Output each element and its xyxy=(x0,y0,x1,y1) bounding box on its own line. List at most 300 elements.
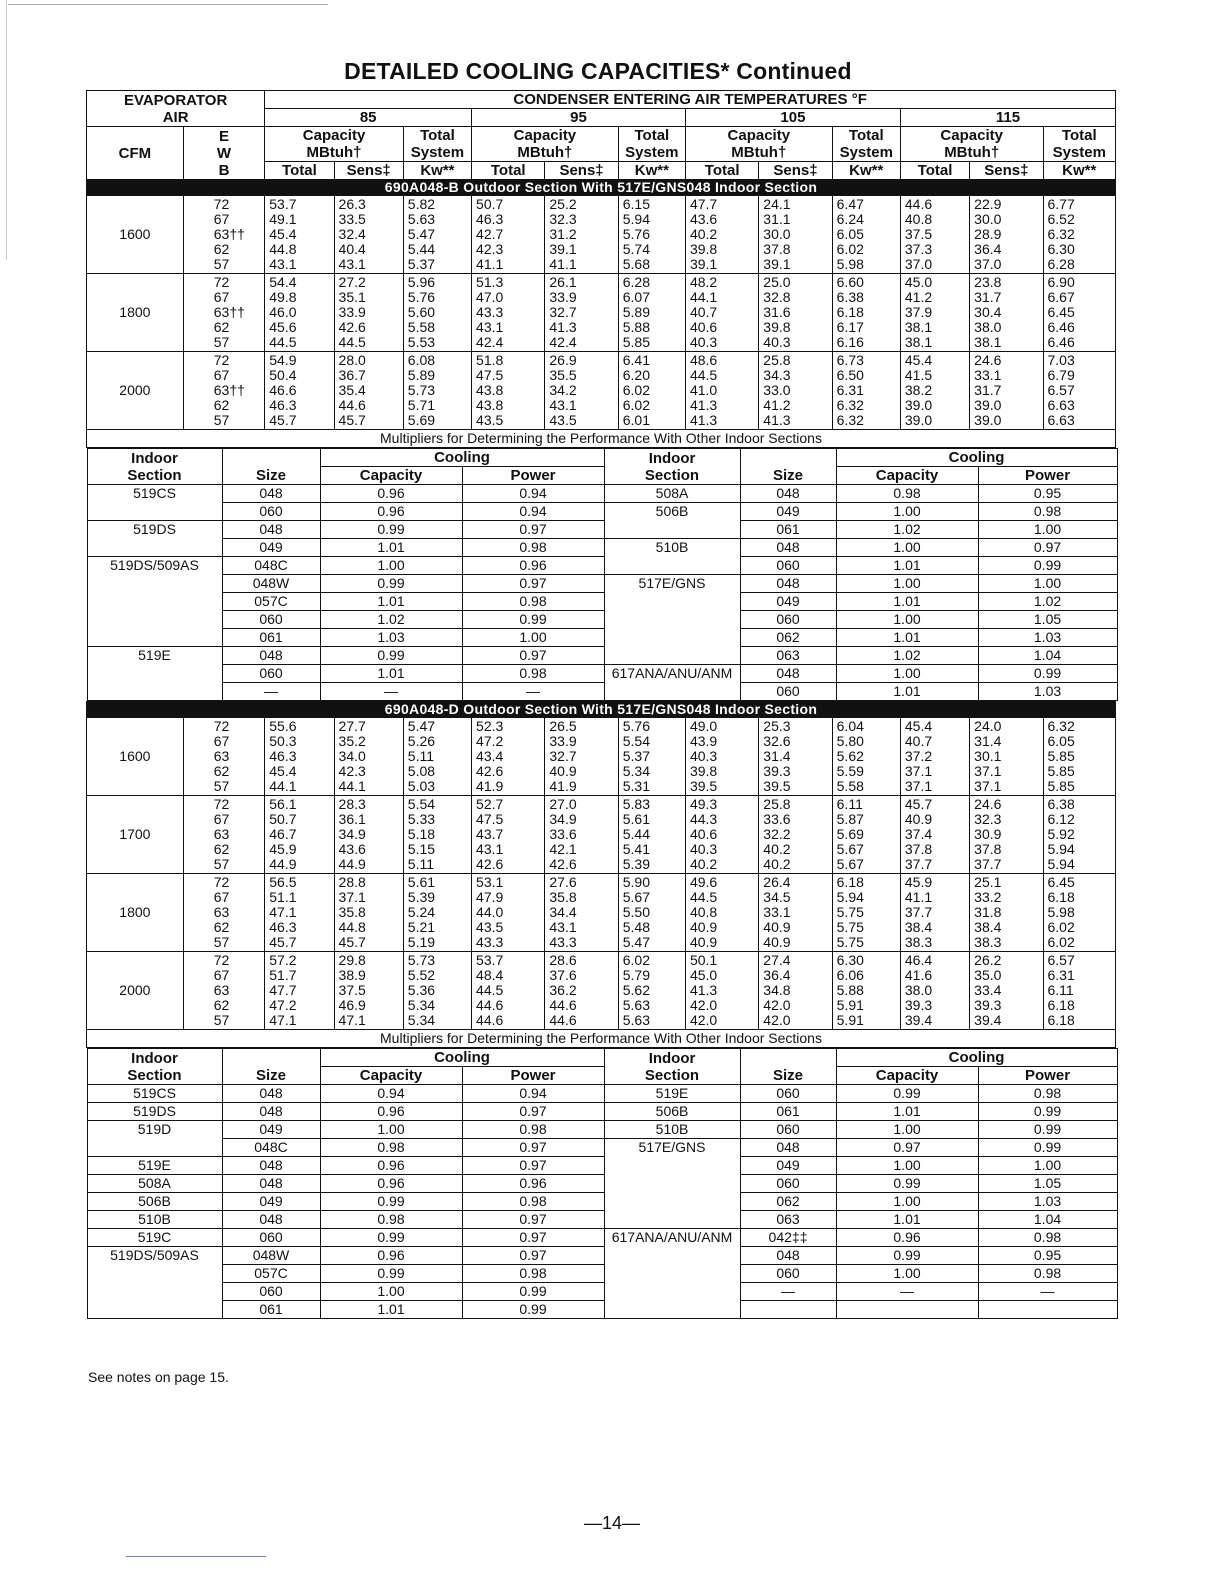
indoor-section-cell xyxy=(87,539,222,557)
capacity-header: Capacity MBtuh† xyxy=(265,127,404,162)
power-cell: 0.99 xyxy=(978,557,1117,575)
size-cell: 048W xyxy=(222,575,320,593)
size-header: Size xyxy=(222,1049,320,1085)
multiplier-table xyxy=(87,1048,1118,1319)
capacity-cell: 1.00 xyxy=(836,1157,978,1175)
total-capacity-cell: 57.2 51.7 47.7 47.2 47.1 xyxy=(265,952,334,1030)
kw-cell: 6.57 6.31 6.11 6.18 6.18 xyxy=(1043,952,1116,1030)
size-cell: 048 xyxy=(740,1139,836,1157)
capacity-cell: 1.00 xyxy=(836,1121,978,1139)
power-cell: 0.97 xyxy=(978,539,1117,557)
kw-cell: 5.82 5.63 5.47 5.44 5.37 xyxy=(403,196,471,274)
left-margin-mark xyxy=(6,0,7,260)
power-cell: 0.98 xyxy=(978,1265,1117,1283)
kw-cell: 6.90 6.67 6.45 6.46 6.46 xyxy=(1043,274,1116,352)
indoor-section-cell xyxy=(604,593,740,611)
power-cell: 0.99 xyxy=(462,1283,604,1301)
capacity-cell: 1.00 xyxy=(836,611,978,629)
indoor-section-cell xyxy=(604,1193,740,1211)
total-capacity-cell: 54.4 49.8 46.0 45.6 44.5 xyxy=(265,274,334,352)
capacity-cell xyxy=(836,1301,978,1319)
cfm-group-row xyxy=(87,196,1116,274)
size-cell: 048W xyxy=(222,1247,320,1265)
total-system-header: Total System xyxy=(1043,127,1116,162)
capacity-cell: 1.01 xyxy=(836,683,978,701)
sensible-capacity-cell: 25.0 32.8 31.6 39.8 40.3 xyxy=(759,274,832,352)
indoor-section-cell xyxy=(604,557,740,575)
size-cell: 060 xyxy=(740,683,836,701)
power-cell: 0.98 xyxy=(462,665,604,683)
capacity-cell: 1.02 xyxy=(320,611,462,629)
size-cell: 048 xyxy=(222,1103,320,1121)
indoor-section-header: Indoor Section xyxy=(87,1049,222,1085)
size-cell: 062 xyxy=(740,1193,836,1211)
kw-cell: 6.45 6.18 5.98 6.02 6.02 xyxy=(1043,874,1116,952)
kw-subheader: Kw** xyxy=(1043,162,1116,180)
power-cell: 1.00 xyxy=(462,629,604,647)
size-header: Size xyxy=(740,1049,836,1085)
sensible-capacity-cell: 26.2 35.0 33.4 39.3 39.4 xyxy=(970,952,1043,1030)
kw-cell: 6.15 5.94 5.76 5.74 5.68 xyxy=(618,196,685,274)
total-capacity-cell: 48.2 44.1 40.7 40.6 40.3 xyxy=(685,274,758,352)
kw-subheader: Kw** xyxy=(618,162,685,180)
capacity-cell: 0.98 xyxy=(836,485,978,503)
size-cell: 049 xyxy=(740,503,836,521)
capacity-header: Capacity xyxy=(836,467,978,485)
total-capacity-cell: 56.1 50.7 46.7 45.9 44.9 xyxy=(265,796,334,874)
size-cell: 049 xyxy=(222,539,320,557)
power-cell: 1.05 xyxy=(978,1175,1117,1193)
temp-115-header: 115 xyxy=(900,109,1115,127)
size-cell: 048 xyxy=(222,1175,320,1193)
indoor-section-cell xyxy=(87,1139,222,1157)
indoor-section-cell: 519DS xyxy=(87,1103,222,1121)
multiplier-row xyxy=(87,1265,1117,1283)
page-title: DETAILED COOLING CAPACITIES* Continued xyxy=(344,58,852,84)
size-cell: 048 xyxy=(222,647,320,665)
indoor-section-cell xyxy=(87,665,222,683)
size-cell: 049 xyxy=(740,593,836,611)
sensible-capacity-cell: 22.9 30.0 28.9 36.4 37.0 xyxy=(970,196,1043,274)
kw-cell: 6.02 5.79 5.62 5.63 5.63 xyxy=(618,952,685,1030)
indoor-section-cell: 519DS xyxy=(87,521,222,539)
size-cell: 060 xyxy=(740,1265,836,1283)
capacity-cell: 0.99 xyxy=(320,647,462,665)
power-cell: 0.97 xyxy=(462,1211,604,1229)
power-cell: 0.97 xyxy=(462,647,604,665)
performance-table xyxy=(86,90,1116,1319)
multiplier-row xyxy=(87,503,1117,521)
total-capacity-cell: 45.7 40.9 37.4 37.8 37.7 xyxy=(900,796,969,874)
multiplier-row xyxy=(87,1175,1117,1193)
capacity-header: Capacity xyxy=(836,1067,978,1085)
capacity-cell: 0.99 xyxy=(320,575,462,593)
indoor-section-cell: 506B xyxy=(604,1103,740,1121)
total-capacity-cell: 56.5 51.1 47.1 46.3 45.7 xyxy=(265,874,334,952)
sensible-capacity-cell: 26.9 35.5 34.2 43.1 43.5 xyxy=(545,352,618,430)
size-cell: — xyxy=(222,683,320,701)
size-cell xyxy=(740,1301,836,1319)
capacity-cell: — xyxy=(320,683,462,701)
power-cell: 0.98 xyxy=(462,1193,604,1211)
capacity-cell: 1.00 xyxy=(836,665,978,683)
kw-cell: 6.73 6.50 6.31 6.32 6.32 xyxy=(832,352,900,430)
size-cell: 060 xyxy=(222,503,320,521)
indoor-section-cell xyxy=(87,611,222,629)
capacity-cell: 1.01 xyxy=(836,629,978,647)
capacity-cell: 1.01 xyxy=(836,557,978,575)
section-band: 690A048-B Outdoor Section With 517E/GNS048 Indoor Section xyxy=(87,180,1116,196)
cooling-capacity-table xyxy=(86,90,1116,1319)
total-capacity-cell: 48.6 44.5 41.0 41.3 41.3 xyxy=(685,352,758,430)
power-cell xyxy=(978,1301,1117,1319)
cfm-group-row xyxy=(87,274,1116,352)
section-band: 690A048-D Outdoor Section With 517E/GNS048 Indoor Section xyxy=(87,702,1116,718)
total-capacity-cell: 53.1 47.9 44.0 43.5 43.3 xyxy=(472,874,545,952)
power-cell: 0.99 xyxy=(978,1121,1117,1139)
total-capacity-cell: 52.7 47.5 43.7 43.1 42.6 xyxy=(472,796,545,874)
capacity-cell: 1.01 xyxy=(836,1103,978,1121)
capacity-cell: 0.99 xyxy=(836,1175,978,1193)
evaporator-air-header: EVAPORATOR AIR xyxy=(87,91,265,127)
capacity-cell: 1.00 xyxy=(836,503,978,521)
size-cell: 048 xyxy=(740,485,836,503)
capacity-cell: 0.99 xyxy=(836,1247,978,1265)
size-cell: 061 xyxy=(740,1103,836,1121)
footnote: See notes on page 15. xyxy=(88,1369,229,1385)
sensible-capacity-cell: 25.8 33.6 32.2 40.2 40.2 xyxy=(759,796,832,874)
indoor-section-cell: 519E xyxy=(604,1085,740,1103)
size-cell: 060 xyxy=(222,1229,320,1247)
capacity-cell: — xyxy=(836,1283,978,1301)
power-header: Power xyxy=(462,1067,604,1085)
indoor-section-cell: 506B xyxy=(604,503,740,521)
multiplier-row xyxy=(87,557,1117,575)
kw-cell: 7.03 6.79 6.57 6.63 6.63 xyxy=(1043,352,1116,430)
kw-cell: 6.38 6.12 5.92 5.94 5.94 xyxy=(1043,796,1116,874)
size-cell: 048 xyxy=(740,665,836,683)
multiplier-row xyxy=(87,1139,1117,1157)
cfm-cell: 1600 xyxy=(87,718,184,796)
total-capacity-cell: 49.6 44.5 40.8 40.9 40.9 xyxy=(685,874,758,952)
capacity-cell: 0.96 xyxy=(320,1175,462,1193)
power-cell: 1.05 xyxy=(978,611,1117,629)
size-cell: 048 xyxy=(222,521,320,539)
temp-95-header: 95 xyxy=(472,109,686,127)
multiplier-row xyxy=(87,647,1117,665)
sensible-capacity-cell: 28.6 37.6 36.2 44.6 44.6 xyxy=(545,952,618,1030)
sens-subheader: Sens‡ xyxy=(545,162,618,180)
sensible-capacity-cell: 27.0 34.9 33.6 42.1 42.6 xyxy=(545,796,618,874)
total-capacity-cell: 53.7 49.1 45.4 44.8 43.1 xyxy=(265,196,334,274)
cooling-header: Cooling xyxy=(836,449,1117,467)
power-cell: 1.00 xyxy=(978,575,1117,593)
kw-cell: 5.73 5.52 5.36 5.34 5.34 xyxy=(403,952,471,1030)
power-header: Power xyxy=(978,467,1117,485)
kw-cell: 6.04 5.80 5.62 5.59 5.58 xyxy=(832,718,900,796)
size-cell: 048 xyxy=(222,1085,320,1103)
indoor-section-cell xyxy=(87,1283,222,1301)
multiplier-row xyxy=(87,1229,1117,1247)
ewb-cell: 72 67 63†† 62 57 xyxy=(183,352,265,430)
sensible-capacity-cell: 24.6 32.3 30.9 37.8 37.7 xyxy=(970,796,1043,874)
capacity-cell: 0.96 xyxy=(836,1229,978,1247)
multiplier-row xyxy=(87,629,1117,647)
total-subheader: Total xyxy=(900,162,969,180)
indoor-section-cell: 519CS xyxy=(87,1085,222,1103)
power-cell: 0.96 xyxy=(462,1175,604,1193)
size-cell: 063 xyxy=(740,647,836,665)
temp-85-header: 85 xyxy=(265,109,472,127)
multiplier-row xyxy=(87,1283,1117,1301)
multiplier-row xyxy=(87,611,1117,629)
capacity-cell: 1.00 xyxy=(836,575,978,593)
multiplier-note: Multipliers for Determining the Performance With Other Indoor Sections xyxy=(87,430,1116,448)
cfm-cell: 2000 xyxy=(87,352,184,430)
power-cell: 1.04 xyxy=(978,647,1117,665)
size-cell: 061 xyxy=(222,1301,320,1319)
indoor-section-cell: 517E/GNS xyxy=(604,575,740,593)
power-cell: 1.00 xyxy=(978,521,1117,539)
power-cell: 1.00 xyxy=(978,1157,1117,1175)
ewb-cell: 72 67 63†† 62 57 xyxy=(183,274,265,352)
kw-subheader: Kw** xyxy=(403,162,471,180)
indoor-section-cell xyxy=(87,1301,222,1319)
indoor-section-header: Indoor Section xyxy=(87,449,222,485)
multiplier-row xyxy=(87,1211,1117,1229)
size-cell: — xyxy=(740,1283,836,1301)
size-cell: 061 xyxy=(740,521,836,539)
power-cell: 0.97 xyxy=(462,1139,604,1157)
condenser-temp-header: CONDENSER ENTERING AIR TEMPERATURES °F xyxy=(265,91,1116,109)
multiplier-row xyxy=(87,521,1117,539)
power-cell: 0.98 xyxy=(462,539,604,557)
total-system-header: Total System xyxy=(403,127,471,162)
total-system-header: Total System xyxy=(832,127,900,162)
multiplier-table xyxy=(87,448,1118,701)
cfm-group-row xyxy=(87,952,1116,1030)
kw-cell: 6.11 5.87 5.69 5.67 5.67 xyxy=(832,796,900,874)
power-header: Power xyxy=(462,467,604,485)
power-cell: — xyxy=(978,1283,1117,1301)
capacity-cell: 1.03 xyxy=(320,629,462,647)
sensible-capacity-cell: 28.0 36.7 35.4 44.6 45.7 xyxy=(334,352,403,430)
total-capacity-cell: 45.4 40.7 37.2 37.1 37.1 xyxy=(900,718,969,796)
size-cell: 062 xyxy=(740,629,836,647)
capacity-cell: 0.98 xyxy=(320,1139,462,1157)
indoor-section-cell: 508A xyxy=(604,485,740,503)
cfm-header: CFM xyxy=(87,127,184,180)
total-subheader: Total xyxy=(685,162,758,180)
total-capacity-cell: 54.9 50.4 46.6 46.3 45.7 xyxy=(265,352,334,430)
sensible-capacity-cell: 26.3 33.5 32.4 40.4 43.1 xyxy=(334,196,403,274)
sensible-capacity-cell: 27.7 35.2 34.0 42.3 44.1 xyxy=(334,718,403,796)
sensible-capacity-cell: 26.5 33.9 32.7 40.9 41.9 xyxy=(545,718,618,796)
total-capacity-cell: 46.4 41.6 38.0 39.3 39.4 xyxy=(900,952,969,1030)
sensible-capacity-cell: 27.6 35.8 34.4 43.1 43.3 xyxy=(545,874,618,952)
capacity-cell: 1.00 xyxy=(320,557,462,575)
capacity-header: Capacity MBtuh† xyxy=(900,127,1043,162)
capacity-cell: 1.01 xyxy=(836,1211,978,1229)
capacity-cell: 0.94 xyxy=(320,1085,462,1103)
indoor-section-cell xyxy=(604,1265,740,1283)
indoor-section-cell xyxy=(87,683,222,701)
multiplier-row xyxy=(87,1085,1117,1103)
size-header: Size xyxy=(740,449,836,485)
sensible-capacity-cell: 24.0 31.4 30.1 37.1 37.1 xyxy=(970,718,1043,796)
indoor-section-cell: 519DS/509AS xyxy=(87,1247,222,1265)
capacity-cell: 0.96 xyxy=(320,1247,462,1265)
power-cell: 1.02 xyxy=(978,593,1117,611)
capacity-header: Capacity MBtuh† xyxy=(685,127,832,162)
sens-subheader: Sens‡ xyxy=(334,162,403,180)
power-cell: 0.98 xyxy=(462,1121,604,1139)
sensible-capacity-cell: 25.8 34.3 33.0 41.2 41.3 xyxy=(759,352,832,430)
size-cell: 057C xyxy=(222,593,320,611)
sensible-capacity-cell: 25.2 32.3 31.2 39.1 41.1 xyxy=(545,196,618,274)
indoor-section-cell xyxy=(604,1283,740,1301)
indoor-section-cell xyxy=(604,1157,740,1175)
multiplier-row xyxy=(87,1121,1117,1139)
power-cell: 0.98 xyxy=(462,593,604,611)
indoor-section-cell xyxy=(604,1211,740,1229)
multiplier-row xyxy=(87,1157,1117,1175)
capacity-cell: 1.00 xyxy=(320,1121,462,1139)
total-capacity-cell: 45.0 41.2 37.9 38.1 38.1 xyxy=(900,274,969,352)
size-header: Size xyxy=(222,449,320,485)
multiplier-row xyxy=(87,683,1117,701)
cfm-group-row xyxy=(87,352,1116,430)
power-cell: 0.99 xyxy=(462,1301,604,1319)
ewb-cell: 72 67 63 62 57 xyxy=(183,952,265,1030)
kw-cell: 6.47 6.24 6.05 6.02 5.98 xyxy=(832,196,900,274)
sensible-capacity-cell: 24.6 33.1 31.7 39.0 39.0 xyxy=(970,352,1043,430)
capacity-header: Capacity MBtuh† xyxy=(472,127,619,162)
total-capacity-cell: 47.7 43.6 40.2 39.8 39.1 xyxy=(685,196,758,274)
kw-cell: 5.83 5.61 5.44 5.41 5.39 xyxy=(618,796,685,874)
total-capacity-cell: 51.8 47.5 43.8 43.8 43.5 xyxy=(472,352,545,430)
cfm-group-row xyxy=(87,874,1116,952)
total-capacity-cell: 53.7 48.4 44.5 44.6 44.6 xyxy=(472,952,545,1030)
indoor-section-cell: 617ANA/ANU/ANM xyxy=(604,1229,740,1247)
indoor-section-cell xyxy=(87,575,222,593)
power-cell: 0.94 xyxy=(462,485,604,503)
capacity-cell: 1.00 xyxy=(836,1265,978,1283)
indoor-section-cell xyxy=(87,503,222,521)
cfm-cell: 2000 xyxy=(87,952,184,1030)
total-capacity-cell: 51.3 47.0 43.3 43.1 42.4 xyxy=(472,274,545,352)
power-cell: 0.97 xyxy=(462,1229,604,1247)
indoor-section-cell: 617ANA/ANU/ANM xyxy=(604,665,740,683)
total-capacity-cell: 49.0 43.9 40.3 39.8 39.5 xyxy=(685,718,758,796)
total-capacity-cell: 45.4 41.5 38.2 39.0 39.0 xyxy=(900,352,969,430)
multiplier-row xyxy=(87,575,1117,593)
indoor-section-cell: 510B xyxy=(87,1211,222,1229)
sensible-capacity-cell: 27.2 35.1 33.9 42.6 44.5 xyxy=(334,274,403,352)
indoor-section-cell xyxy=(604,629,740,647)
indoor-section-cell: 517E/GNS xyxy=(604,1139,740,1157)
indoor-section-cell xyxy=(87,629,222,647)
ewb-header: E W B xyxy=(183,127,265,180)
capacity-cell: 0.97 xyxy=(836,1139,978,1157)
power-cell: 1.03 xyxy=(978,629,1117,647)
indoor-section-cell: 519E xyxy=(87,647,222,665)
kw-cell: 6.18 5.94 5.75 5.75 5.75 xyxy=(832,874,900,952)
capacity-cell: 0.98 xyxy=(320,1211,462,1229)
capacity-cell: 1.01 xyxy=(320,539,462,557)
sensible-capacity-cell: 26.4 34.5 33.1 40.9 40.9 xyxy=(759,874,832,952)
indoor-section-cell: 510B xyxy=(604,1121,740,1139)
sensible-capacity-cell: 23.8 31.7 30.4 38.0 38.1 xyxy=(970,274,1043,352)
sensible-capacity-cell: 25.1 33.2 31.8 38.4 38.3 xyxy=(970,874,1043,952)
size-cell: 060 xyxy=(222,1283,320,1301)
bottom-link-rule xyxy=(126,1556,266,1557)
total-subheader: Total xyxy=(265,162,334,180)
total-capacity-cell: 55.6 50.3 46.3 45.4 44.1 xyxy=(265,718,334,796)
ewb-cell: 72 67 63 62 57 xyxy=(183,718,265,796)
capacity-cell: 0.99 xyxy=(320,1193,462,1211)
indoor-section-cell xyxy=(604,611,740,629)
ewb-cell: 72 67 63 62 57 xyxy=(183,874,265,952)
indoor-section-cell xyxy=(87,593,222,611)
capacity-cell: 1.01 xyxy=(320,665,462,683)
power-cell: 0.98 xyxy=(978,1085,1117,1103)
size-cell: 048 xyxy=(740,539,836,557)
kw-cell: 6.60 6.38 6.18 6.17 6.16 xyxy=(832,274,900,352)
power-cell: 1.03 xyxy=(978,1193,1117,1211)
capacity-cell: 1.00 xyxy=(836,1193,978,1211)
capacity-cell: 0.99 xyxy=(836,1085,978,1103)
power-cell: 0.94 xyxy=(462,503,604,521)
multiplier-row xyxy=(87,665,1117,683)
size-cell: 060 xyxy=(740,1085,836,1103)
capacity-cell: 0.99 xyxy=(320,521,462,539)
total-capacity-cell: 50.1 45.0 41.3 42.0 42.0 xyxy=(685,952,758,1030)
kw-cell: 6.41 6.20 6.02 6.02 6.01 xyxy=(618,352,685,430)
size-cell: 060 xyxy=(740,1175,836,1193)
capacity-cell: 0.99 xyxy=(320,1229,462,1247)
capacity-cell: 1.02 xyxy=(836,521,978,539)
indoor-section-cell xyxy=(604,1175,740,1193)
multiplier-row xyxy=(87,593,1117,611)
indoor-section-cell xyxy=(604,683,740,701)
power-cell: 0.95 xyxy=(978,1247,1117,1265)
indoor-section-cell xyxy=(604,521,740,539)
cfm-group-row xyxy=(87,796,1116,874)
size-cell: 057C xyxy=(222,1265,320,1283)
size-cell: 048 xyxy=(222,1157,320,1175)
sens-subheader: Sens‡ xyxy=(970,162,1043,180)
multiplier-row xyxy=(87,539,1117,557)
size-cell: 060 xyxy=(740,1121,836,1139)
sensible-capacity-cell: 28.8 37.1 35.8 44.8 45.7 xyxy=(334,874,403,952)
capacity-cell: 0.96 xyxy=(320,1103,462,1121)
size-cell: 061 xyxy=(222,629,320,647)
capacity-cell: 1.01 xyxy=(320,593,462,611)
sensible-capacity-cell: 29.8 38.9 37.5 46.9 47.1 xyxy=(334,952,403,1030)
multiplier-row xyxy=(87,485,1117,503)
sensible-capacity-cell: 28.3 36.1 34.9 43.6 44.9 xyxy=(334,796,403,874)
indoor-section-header: Indoor Section xyxy=(604,449,740,485)
indoor-section-cell: 519DS/509AS xyxy=(87,557,222,575)
kw-cell: 5.96 5.76 5.60 5.58 5.53 xyxy=(403,274,471,352)
multiplier-row xyxy=(87,1103,1117,1121)
capacity-cell: 1.02 xyxy=(836,647,978,665)
size-cell: 042‡‡ xyxy=(740,1229,836,1247)
power-cell: 0.98 xyxy=(462,1265,604,1283)
kw-cell: 5.61 5.39 5.24 5.21 5.19 xyxy=(403,874,471,952)
power-cell: 0.97 xyxy=(462,1103,604,1121)
